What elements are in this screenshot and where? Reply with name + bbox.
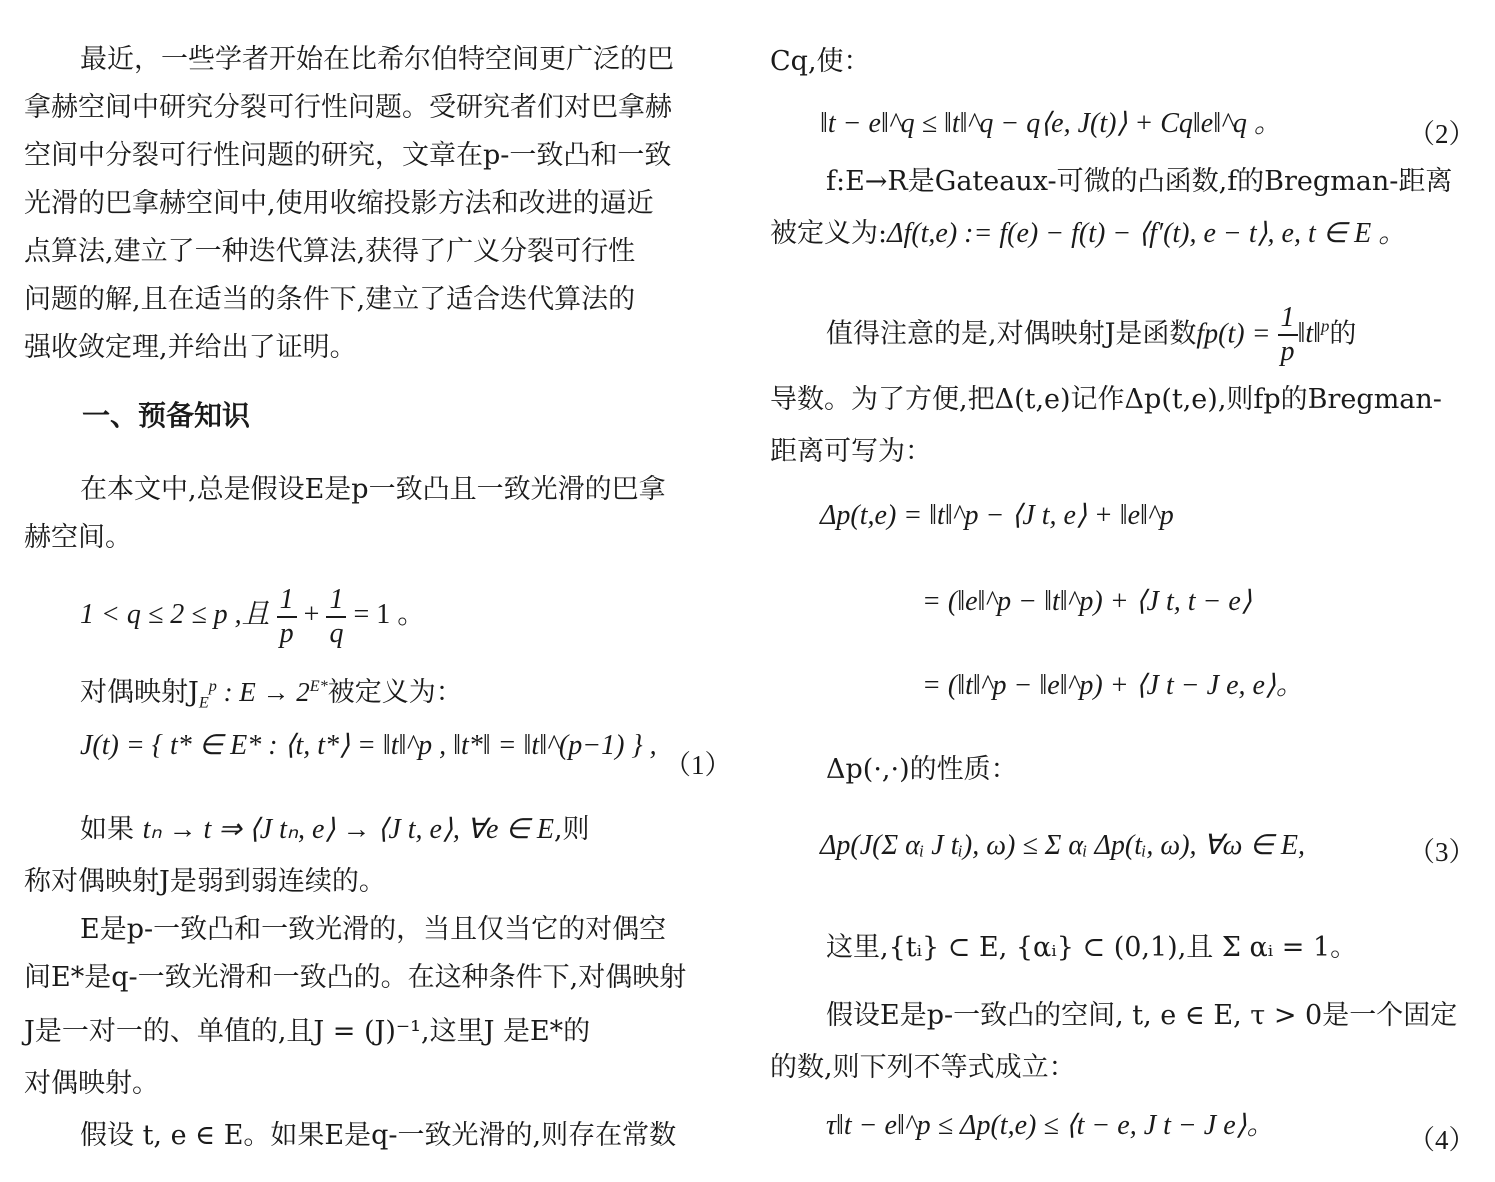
defined-math: Δf(t,e) := f(e) − f(t) − ⟨f′(t), e − t⟩, e, t ∈ E 。 [887, 218, 1407, 249]
weak-continuity-line [80, 812, 590, 848]
bregman-eq-c: = (‖t‖^p − ‖e‖^p) + ⟨J t − J e, e⟩。 [922, 670, 1304, 701]
note-line: 值得注意的是,对偶映射J是函数fp(t) = $\frac{1}{p}$ ‖t‖$^p$的 [826, 301, 1357, 367]
duality-intro-tail: 被定义为： [327, 677, 463, 708]
equation-3-tag: （3） [1408, 837, 1476, 867]
section-heading: 一、预备知识 [82, 399, 251, 432]
duality-intro-text: 对偶映射J [80, 677, 199, 708]
equation-3: Δp(J(Σ αᵢ J tᵢ), ω) ≤ Σ αᵢ Δp(tᵢ, ω), ∀ω ∈ E, [820, 830, 1305, 861]
intro-line-2: 拿赫空间中研究分裂可行性问题。受研究者们对巴拿赫 [24, 92, 672, 123]
assumption-line-2: 赫空间。 [24, 522, 132, 553]
here-line: 这里,{tᵢ} ⊂ E, {αᵢ} ⊂ (0,1),且 Σ αᵢ = 1。 [826, 932, 1358, 963]
condition-equation: 1 < q ≤ 2 ≤ p ,且 $\frac{1}{p}$ + $\frac{1}{q}$ = 1 。 [80, 583, 426, 649]
cq-line: Cq,使： [770, 46, 871, 77]
property-line: Δp(·,·)的性质： [826, 754, 1018, 785]
dual-line-1: E是p-一致凸和一致光滑的，当且仅当它的对偶空 [80, 914, 667, 945]
inequality-intro: 的数,则下列不等式成立： [770, 1052, 1076, 1083]
defined-prefix: 被定义为: [770, 218, 888, 249]
fraction-1-over-q: $\frac{1}{q}$ [326, 584, 346, 650]
intro-line-6: 问题的解,且在适当的条件下,建立了适合迭代算法的 [24, 284, 636, 315]
bregman-eq-a: Δp(t,e) = ‖t‖^p − ⟨J t, e⟩ + ‖e‖^p [820, 500, 1174, 531]
fraction-1-over-p: $\frac{1}{p}$ [277, 584, 297, 650]
dual-line-3: J是一对一的、单值的,且J = (J)⁻¹,这里J 是E*的 [24, 1016, 591, 1047]
equation-2-tag: （2） [1408, 119, 1476, 149]
equation-4: τ‖t − e‖^p ≤ Δp(t,e) ≤ ⟨t − e, J t − J e⟩。 [826, 1110, 1275, 1141]
condition-suffix: = 1 。 [353, 599, 426, 630]
weak-line: 称对偶映射J是弱到弱连续的。 [24, 866, 386, 897]
equation-1: J(t) = { t* ∈ E* : ⟨t, t*⟩ = ‖t‖^p , ‖t*‖ = ‖t‖^(p−1) } , [80, 730, 657, 761]
intro-line-5: 点算法,建立了一种迭代算法,获得了广义分裂可行性 [24, 236, 636, 267]
fraction-1-over-p-2: $\frac{1}{p}$ [1278, 302, 1298, 368]
intro-line-4: 光滑的巴拿赫空间中,使用收缩投影方法和改进的逼近 [24, 188, 654, 219]
bregman-eq-b: = (‖e‖^p − ‖t‖^p) + ⟨J t, t − e⟩ [922, 586, 1252, 617]
note-suffix: 的 [1329, 318, 1357, 350]
if-suffix: ,则 [553, 814, 590, 845]
distance-line: 距离可写为： [770, 436, 932, 467]
defined-line [770, 216, 1406, 252]
equation-2: ‖t − e‖^q ≤ ‖t‖^q − q⟨e, J(t)⟩ + Cq‖e‖^q 。 [820, 108, 1282, 139]
equation-4-tag: （4） [1408, 1125, 1476, 1155]
derivative-line: 导数。为了方便,把Δ(t,e)记作Δp(t,e),则fp的Bregman- [770, 384, 1442, 415]
dual-line-4: 对偶映射。 [24, 1068, 159, 1099]
bregman-line: f:E→R是Gateaux-可微的凸函数,f的Bregman-距离 [826, 166, 1453, 197]
assume-line: 假设E是p-一致凸的空间, t, e ∈ E, τ > 0是一个固定 [826, 1000, 1458, 1031]
condition-prefix: 1 < q ≤ 2 ≤ p ,且 [80, 599, 270, 630]
equation-1-tag: （1） [664, 750, 732, 780]
duality-intro: 对偶映射$J_E^p$ : $E \to 2^{E*}$被定义为： [80, 677, 463, 712]
note-prefix: 值得注意的是,对偶映射J是函数 [826, 318, 1197, 350]
note-math: fp(t) = [1196, 318, 1278, 350]
intro-line-7: 强收敛定理,并给出了证明。 [24, 332, 357, 363]
intro-line-1: 最近，一些学者开始在比希尔伯特空间更广泛的巴 [80, 44, 674, 75]
assumption-line-1: 在本文中,总是假设E是p一致凸且一致光滑的巴拿 [80, 474, 666, 505]
if-math: tₙ → t ⇒ ⟨J tₙ, e⟩ → ⟨J t, e⟩, ∀e ∈ E [142, 814, 554, 845]
if-prefix: 如果 [80, 814, 134, 845]
smooth-line: 假设 t, e ∈ E。如果E是q-一致光滑的,则存在常数 [80, 1120, 677, 1151]
dual-line-2: 间E*是q-一致光滑和一致凸的。在这种条件下,对偶映射 [24, 962, 687, 993]
intro-line-3: 空间中分裂可行性问题的研究，文章在p-一致凸和一致 [24, 140, 672, 171]
